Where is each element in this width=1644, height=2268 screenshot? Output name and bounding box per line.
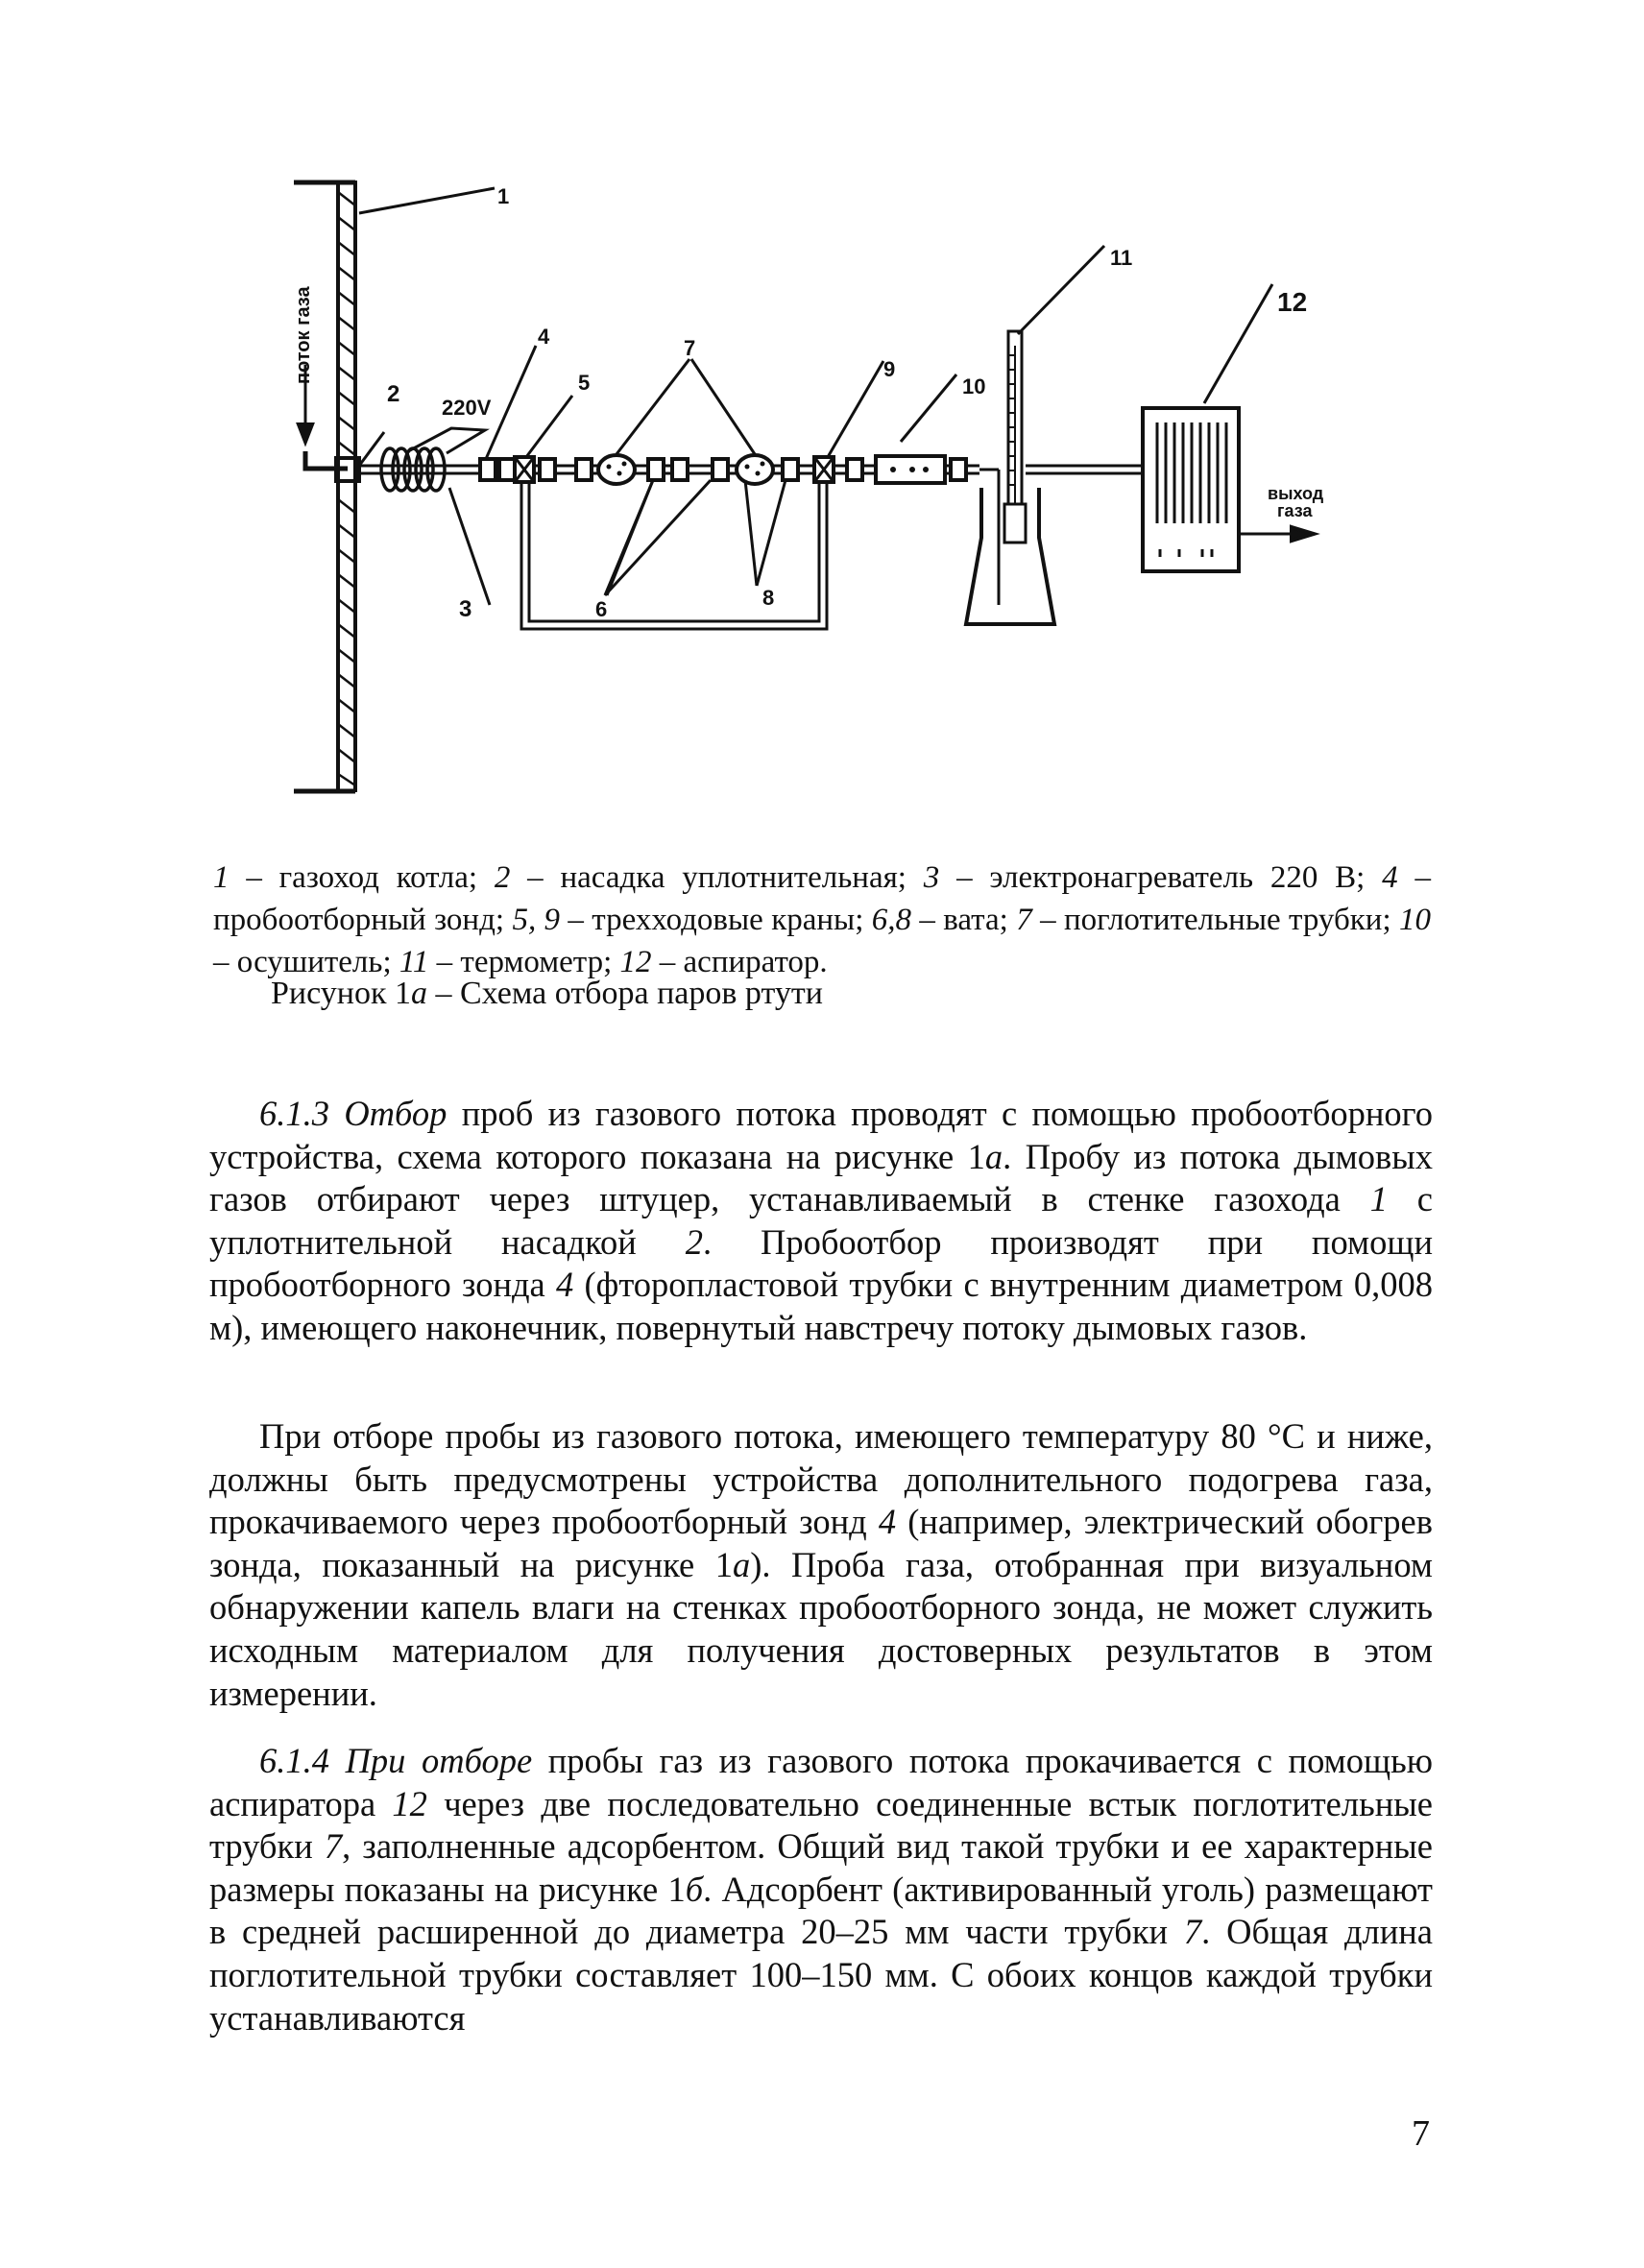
figure-legend — [213, 857, 1431, 983]
callout-8: 8 — [762, 586, 775, 610]
legend-number: 2 — [494, 860, 511, 895]
dryer — [876, 456, 945, 483]
paragraph-text: проб из газового потока проводят с помощью пробоотборного устройства, схема которого показана на рисунке 1 — [209, 1094, 1433, 1176]
legend-text: – газоход котла; — [229, 860, 495, 895]
paragraph-text: , заполненные адсорбентом. Общий вид такой трубки и ее характерные размеры показаны на рисунке 1 — [209, 1826, 1433, 1909]
italic-ref: 2 — [685, 1221, 703, 1262]
paragraph-6-1-4 — [209, 1740, 1433, 2039]
callout-4: 4 — [538, 325, 550, 349]
callout-11: 11 — [1110, 246, 1133, 270]
paragraph-text: пробы газ из газового потока прокачивается с помощью аспиратора — [209, 1741, 1434, 1823]
absorption-tube-2 — [737, 455, 773, 484]
legend-text: – аспиратор. — [651, 945, 828, 979]
callout-7: 7 — [684, 336, 696, 360]
bypass-line — [521, 482, 827, 629]
outlet-label-1: выход — [1268, 484, 1324, 503]
legend-number: 1 — [213, 860, 230, 895]
figure-title-text: Рисунок 1 — [271, 976, 411, 1011]
italic-ref: а — [984, 1136, 1003, 1176]
paragraph-text: При отборе пробы из газового потока, имеющего температуру 80 °С и ниже, должны быть предусмотрены устройства дополнительного подогрева газа, прокачиваемого через пробоотборный зонд — [209, 1416, 1433, 1542]
legend-text: – осушитель; — [213, 945, 399, 979]
legend-text: – поглотительные трубки; — [1031, 903, 1399, 937]
paragraph-text: . Адсорбент (активированный уголь) размещают в средней расширенной до диаметра 20–25 мм части трубки — [209, 1869, 1433, 1952]
callout-1: 1 — [497, 184, 510, 208]
page-number: 7 — [1412, 2113, 1430, 2154]
flow-label: поток газа — [293, 286, 314, 384]
paragraph-text: . Пробоотбор производят при помощи пробоотборного зонда — [209, 1221, 1433, 1305]
paragraph-6-1-3 — [209, 1093, 1433, 1350]
callout-9: 9 — [883, 357, 896, 381]
section-heading: 6.1.4 При отборе — [259, 1741, 533, 1780]
legend-text: – вата; — [911, 903, 1017, 937]
outlet-label-2: газа — [1277, 501, 1313, 520]
italic-ref: 12 — [392, 1783, 427, 1823]
legend-number: 3 — [923, 860, 940, 895]
italic-ref: 4 — [556, 1265, 574, 1305]
legend-text: – электронагреватель 220 В; — [939, 860, 1383, 895]
electric-heater-coil — [381, 448, 445, 491]
legend-text: – трехходовые краны; — [560, 903, 872, 937]
paragraph-text: . Общая длина поглотительной трубки составляет 100–150 мм. С обоих концов каждой трубки устанавливаются — [209, 1912, 1434, 2038]
italic-ref: 7 — [324, 1826, 343, 1867]
callout-5: 5 — [578, 371, 591, 395]
legend-text: – термометр; — [428, 945, 620, 979]
callout-2: 2 — [387, 381, 400, 407]
flue-duct-wall — [294, 181, 355, 792]
section-heading: 6.1.3 Отбор — [259, 1094, 447, 1133]
callout-12: 12 — [1277, 287, 1308, 317]
legend-text: – пробоотборный зонд; — [213, 860, 1431, 937]
italic-ref: 1 — [1369, 1179, 1388, 1219]
absorption-tube-1 — [598, 455, 635, 484]
legend-number: 4 — [1382, 860, 1398, 895]
paragraph-text: (фторопластовой трубки с внутренним диаметром 0,008 м), имеющего наконечник, повернутый навстречу потоку дымовых газов. — [209, 1265, 1433, 1347]
paragraph-text: . Пробу из потока дымовых газов отбирают через штуцер, устанавливаемый в стенке газохода — [209, 1136, 1434, 1219]
figure-title-rest: – Схема отбора паров ртути — [426, 976, 823, 1011]
legend-number: 11 — [399, 945, 429, 979]
callout-10: 10 — [962, 374, 986, 398]
leader-lines — [359, 188, 1272, 605]
legend-number: 10 — [1399, 903, 1431, 937]
legend-number: 5, 9 — [512, 903, 561, 937]
sampling-scheme-diagram — [0, 0, 1644, 826]
legend-number: 7 — [1016, 903, 1032, 937]
italic-ref: б — [685, 1869, 704, 1909]
legend-number: 6,8 — [871, 903, 911, 937]
paragraph-heating — [209, 1415, 1433, 1715]
callout-3: 3 — [459, 596, 472, 622]
figure-title-letter: а — [410, 976, 427, 1011]
italic-ref: 7 — [1183, 1912, 1202, 1952]
paragraph-text: с уплотнительной насадкой — [209, 1179, 1433, 1262]
callout-6: 6 — [595, 597, 608, 621]
legend-text: – насадка уплотнительная; — [510, 860, 924, 895]
paragraph-text: (например, электрический обогрев зонда, показанный на рисунке 1 — [209, 1502, 1433, 1584]
italic-ref: 4 — [878, 1502, 897, 1542]
legend-number: 12 — [619, 945, 652, 979]
thermometer — [1004, 331, 1026, 543]
figure-title — [271, 976, 823, 1012]
voltage-label: 220V — [442, 396, 492, 420]
paragraph-text: через две последовательно соединенные встык поглотительные трубки — [209, 1783, 1433, 1867]
three-way-valve-5 — [515, 457, 534, 482]
three-way-valve-9 — [814, 457, 834, 482]
paragraph-text: ). Проба газа, отобранная при визуальном обнаружении капель влаги на стенках пробоотборного зонда, не может служить исходным материалом для получения достоверных результатов в этом измерении. — [209, 1544, 1433, 1713]
italic-ref: а — [732, 1544, 751, 1584]
